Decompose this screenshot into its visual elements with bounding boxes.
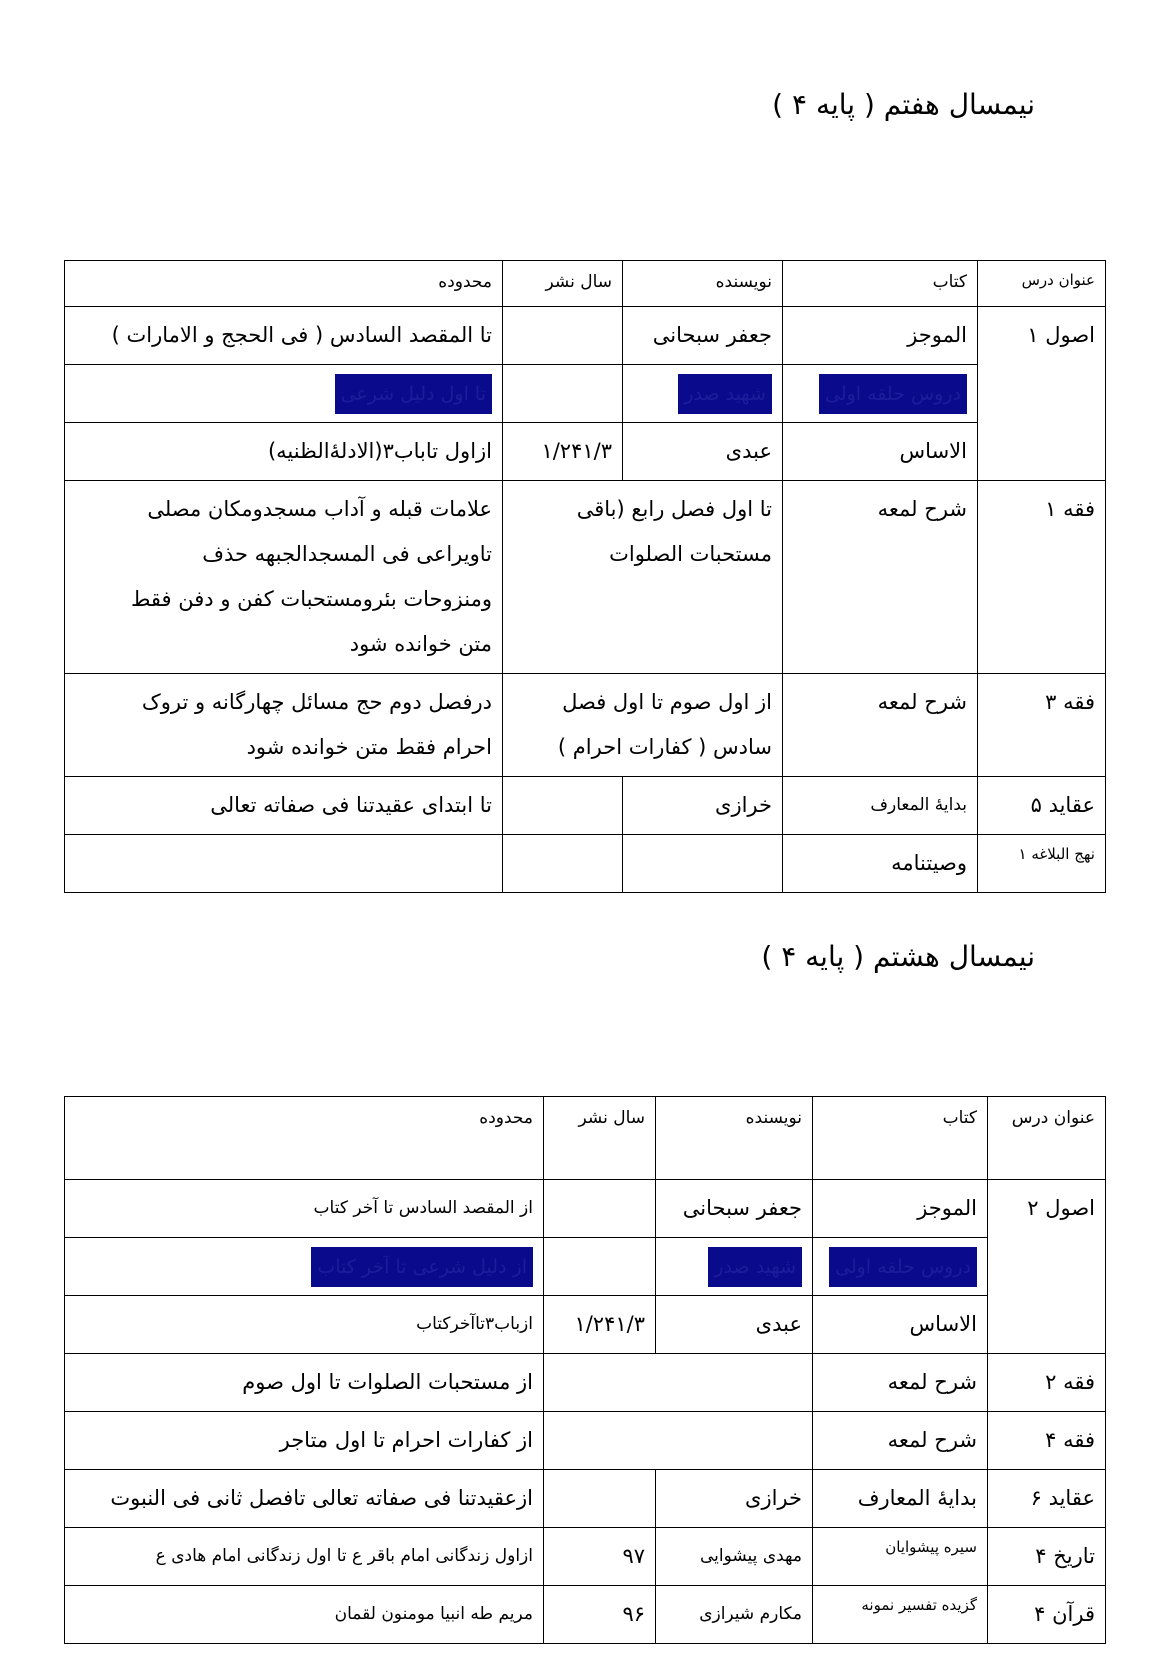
subject-cell: فقه ۲ — [988, 1354, 1106, 1412]
book-cell: شرح لمعه — [783, 674, 978, 777]
highlighted-text: شهید صدر — [678, 374, 772, 414]
header-author: نویسنده — [623, 261, 783, 307]
year-cell — [544, 1180, 656, 1238]
range-line: ومنزوحات بئرومستحبات کفن و دفن فقط — [131, 587, 492, 611]
semester-7-title: نیمسال هفتم ( پایه ۴ ) — [772, 88, 1035, 121]
year-cell: ۹۶ — [544, 1586, 656, 1644]
book-cell: وصیتنامه — [783, 835, 978, 893]
book-cell: الاساس — [813, 1296, 988, 1354]
table-row — [65, 835, 1106, 893]
table-row — [65, 777, 1106, 835]
author-cell: مکارم شیرازی — [656, 1586, 813, 1644]
subject-cell: قرآن ۴ — [988, 1586, 1106, 1644]
range-cell: از کفارات احرام تا اول متاجر — [65, 1412, 544, 1470]
author-cell — [544, 1354, 813, 1412]
book-cell — [813, 1238, 988, 1296]
table-row — [65, 674, 1106, 777]
highlighted-text: دروس حلقه اولی — [819, 374, 967, 414]
author-cell: جعفر سبحانی — [656, 1180, 813, 1238]
table-row — [65, 1528, 1106, 1586]
header-range: محدوده — [65, 261, 503, 307]
subject-cell: فقه ۳ — [978, 674, 1106, 777]
subject-cell: اصول ۱ — [978, 307, 1106, 481]
subject-cell: عقاید ۵ — [978, 777, 1106, 835]
range-cell: مریم طه انبیا مومنون لقمان — [65, 1586, 544, 1644]
author-cell: از اول صوم تا اول فصل سادس ( کفارات احرام ) — [503, 674, 783, 777]
range-cell — [65, 835, 503, 893]
range-cell: ازاول زندگانی امام باقر ع تا اول زندگانی امام هادی ع — [65, 1528, 544, 1586]
highlighted-text: دروس حلقه اولی — [829, 1247, 977, 1287]
semester-8-table — [64, 1096, 1106, 1644]
table-row — [65, 307, 1106, 365]
highlighted-text: شهید صدر — [708, 1247, 802, 1287]
author-cell: عبدی — [623, 423, 783, 481]
range-cell: از المقصد السادس تا آخر کتاب — [65, 1180, 544, 1238]
author-cell — [544, 1412, 813, 1470]
year-cell: ۹۷ — [544, 1528, 656, 1586]
book-cell: الاساس — [783, 423, 978, 481]
range-line: درفصل دوم حج مسائل چهارگانه و تروک — [141, 690, 492, 714]
author-cell: جعفر سبحانی — [623, 307, 783, 365]
author-cell: خرازی — [656, 1470, 813, 1528]
subject-cell: فقه ۴ — [988, 1412, 1106, 1470]
table-row — [65, 1238, 1106, 1296]
table-row — [65, 1296, 1106, 1354]
highlighted-text: از دلیل شرعی تا آخر کتاب — [311, 1247, 533, 1287]
range-cell: تا المقصد السادس ( فی الحجج و الامارات ) — [65, 307, 503, 365]
author-cell — [623, 365, 783, 423]
range-cell — [65, 481, 503, 674]
semester-8-title: نیمسال هشتم ( پایه ۴ ) — [761, 940, 1035, 973]
range-cell — [65, 1238, 544, 1296]
author-cell — [623, 835, 783, 893]
table-header-row — [65, 1097, 1106, 1180]
year-cell: ۱/۲۴۱/۳ — [503, 423, 623, 481]
book-cell: بدایۀ المعارف — [813, 1470, 988, 1528]
year-cell — [503, 365, 623, 423]
range-cell: ازعقیدتنا فی صفاته تعالی تافصل ثانی فی النبوت — [65, 1470, 544, 1528]
highlighted-text: تا اول دلیل شرعی — [335, 374, 492, 414]
header-book: کتاب — [783, 261, 978, 307]
table-row — [65, 1586, 1106, 1644]
year-cell — [503, 835, 623, 893]
author-cell: مهدی پیشوایی — [656, 1528, 813, 1586]
book-cell: شرح لمعه — [813, 1412, 988, 1470]
range-line: متن خوانده شود — [349, 632, 492, 656]
range-cell: تا ابتدای عقیدتنا فی صفاته تعالی — [65, 777, 503, 835]
book-cell — [783, 365, 978, 423]
author-cell — [656, 1238, 813, 1296]
range-cell: از مستحبات الصلوات تا اول صوم — [65, 1354, 544, 1412]
book-cell: شرح لمعه — [783, 481, 978, 674]
header-subject: عنوان درس — [978, 261, 1106, 307]
table-row — [65, 1354, 1106, 1412]
author-cell: عبدی — [656, 1296, 813, 1354]
year-cell — [503, 777, 623, 835]
range-line: تاویراعی فی المسجدالجبهه حذف — [202, 542, 492, 566]
year-cell — [503, 307, 623, 365]
header-year: سال نشر — [544, 1097, 656, 1180]
book-cell: شرح لمعه — [813, 1354, 988, 1412]
semester-7-table — [64, 260, 1106, 893]
range-line: علامات قبله و آداب مسجدومکان مصلی — [147, 497, 492, 521]
author-cell: خرازی — [623, 777, 783, 835]
author-cell: تا اول فصل رابع (باقی مستحبات الصلوات — [503, 481, 783, 674]
subject-cell: عقاید ۶ — [988, 1470, 1106, 1528]
header-author: نویسنده — [656, 1097, 813, 1180]
book-cell: الموجز — [783, 307, 978, 365]
book-cell: الموجز — [813, 1180, 988, 1238]
range-cell — [65, 674, 503, 777]
table-header-row — [65, 261, 1106, 307]
book-cell: بدایۀ المعارف — [783, 777, 978, 835]
table-row — [65, 1412, 1106, 1470]
year-cell: ۱/۲۴۱/۳ — [544, 1296, 656, 1354]
book-cell: گزیده تفسیر نمونه — [813, 1586, 988, 1644]
book-cell: سیره پیشوایان — [813, 1528, 988, 1586]
range-cell: ازباب۳تاآخرکتاب — [65, 1296, 544, 1354]
subject-cell: نهج البلاغه ۱ — [978, 835, 1106, 893]
table-row — [65, 1470, 1106, 1528]
table-row — [65, 1180, 1106, 1238]
range-line: احرام فقط متن خوانده شود — [246, 735, 492, 759]
table-row — [65, 481, 1106, 674]
table-row — [65, 365, 1106, 423]
header-range: محدوده — [65, 1097, 544, 1180]
range-cell: ازاول تاباب۳(الادلۀالظنیه) — [65, 423, 503, 481]
year-cell — [544, 1470, 656, 1528]
header-year: سال نشر — [503, 261, 623, 307]
subject-cell: اصول ۲ — [988, 1180, 1106, 1354]
range-cell — [65, 365, 503, 423]
header-book: کتاب — [813, 1097, 988, 1180]
year-cell — [544, 1238, 656, 1296]
subject-cell: فقه ۱ — [978, 481, 1106, 674]
table-row — [65, 423, 1106, 481]
subject-cell: تاریخ ۴ — [988, 1528, 1106, 1586]
header-subject: عنوان درس — [988, 1097, 1106, 1180]
